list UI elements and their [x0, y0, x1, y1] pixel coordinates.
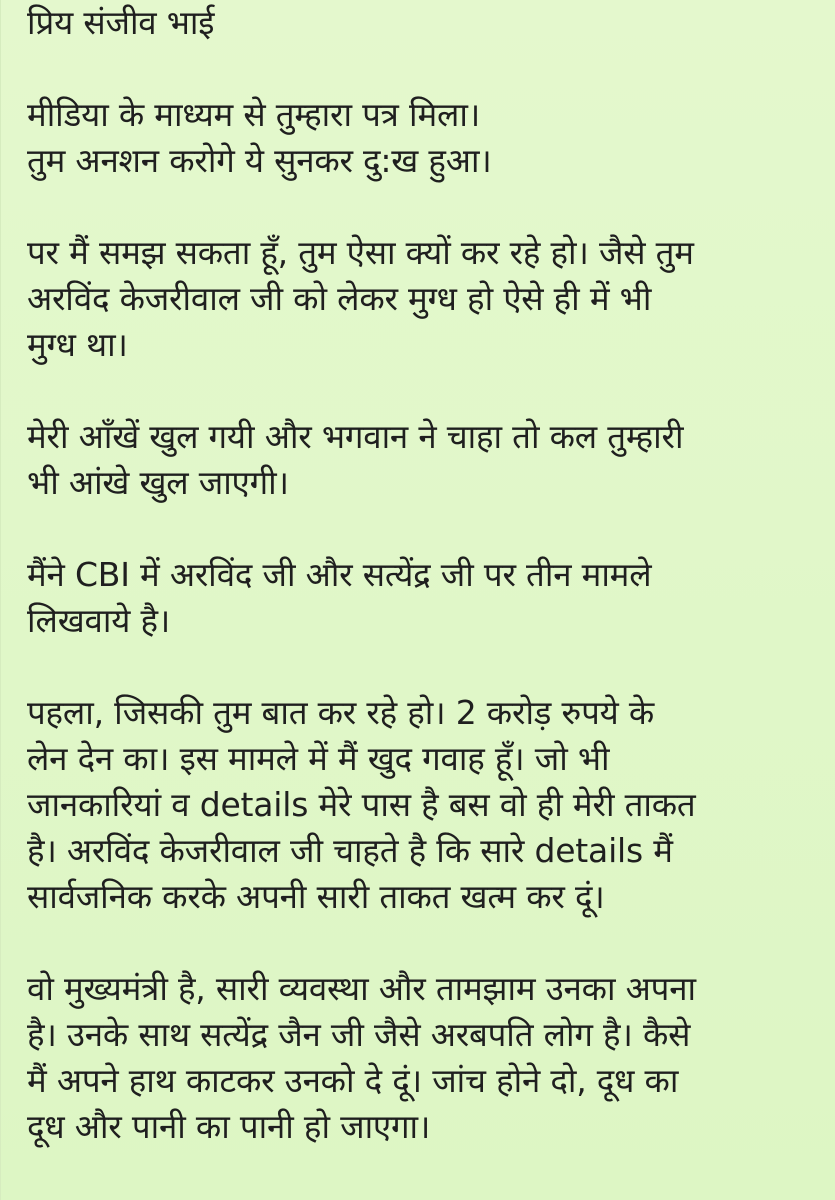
paragraph-6	[27, 966, 817, 1150]
message-line: वो मुख्यमंत्री है, सारी व्यवस्था और तामझाम उनका अपना	[27, 969, 696, 1008]
message-line: है। उनके साथ सत्येंद्र जैन जी जैसे अरबपति लोग है। कैसे	[27, 1015, 691, 1054]
message-line: सार्वजनिक करके अपनी सारी ताकत खत्म कर दूं।	[27, 877, 605, 916]
message-line: जानकारियां व details मेरे पास है बस वो ही मेरी ताकत	[27, 785, 696, 824]
message-line: मीडिया के माध्यम से तुम्हारा पत्र मिला।	[27, 95, 481, 134]
paragraph-2	[27, 230, 817, 368]
message-line: दूध और पानी का पानी हो जाएगा।	[27, 1107, 431, 1146]
message-line: मैं अपने हाथ काटकर उनको दे दूं। जांच होने दो, दूध का	[27, 1061, 679, 1100]
message-line: मुग्ध था।	[27, 325, 128, 364]
greeting-paragraph	[27, 0, 817, 46]
message-line: है। अरविंद केजरीवाल जी चाहते है कि सारे details मैं	[27, 831, 673, 870]
greeting-line: प्रिय संजीव भाई	[27, 3, 215, 42]
message-line: मैंने CBI में अरविंद जी और सत्येंद्र जी पर तीन मामले	[27, 555, 652, 594]
message-line: अरविंद केजरीवाल जी को लेकर मुग्ध हो ऐसे ही में भी	[27, 279, 652, 318]
message-line: मेरी आँखें खुल गयी और भगवान ने चाहा तो कल तुम्हारी	[27, 417, 684, 456]
message-line: लिखवाये है।	[27, 601, 171, 640]
paragraph-4	[27, 552, 817, 644]
message-line: पहला, जिसकी तुम बात कर रहे हो। 2 करोड़ रुपये के	[27, 693, 654, 732]
message-text	[27, 0, 817, 1150]
paragraph-3	[27, 414, 817, 506]
message-line: भी आंखे खुल जाएगी।	[27, 463, 289, 502]
message-line: लेन देन का। इस मामले में मैं खुद गवाह हूँ। जो भी	[27, 739, 610, 778]
message-line: तुम अनशन करोगे ये सुनकर दु:ख हुआ।	[27, 141, 492, 180]
paragraph-1	[27, 92, 817, 184]
message-line: पर मैं समझ सकता हूँ, तुम ऐसा क्यों कर रहे हो। जैसे तुम	[27, 233, 694, 272]
paragraph-5	[27, 690, 817, 920]
